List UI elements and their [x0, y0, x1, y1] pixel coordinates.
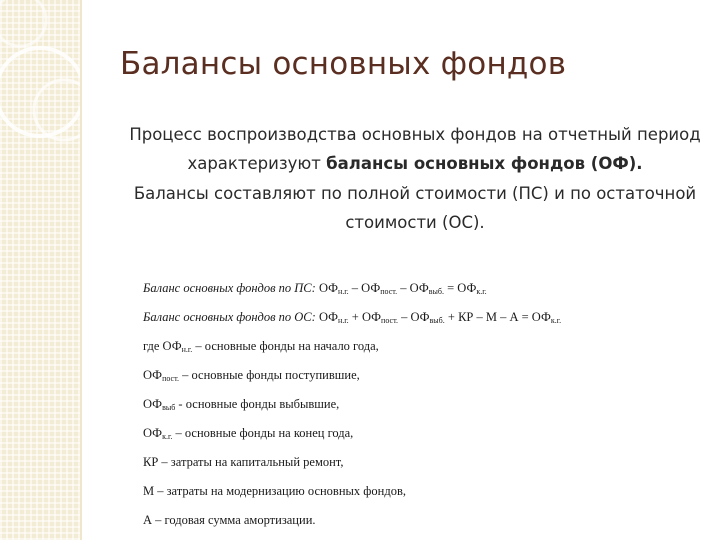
definition-text: – основные фонды на конец года,	[172, 426, 354, 440]
definition-subscript: н.г.	[181, 345, 193, 354]
definition-line	[143, 481, 703, 510]
intro-p1-bold: балансы основных фондов (ОФ).	[326, 154, 643, 173]
formula-subscript: выб.	[428, 287, 444, 296]
decorative-side-band	[0, 0, 80, 540]
intro-paragraph-2: Балансы составляют по полной стоимости (ПС) и по остаточной стоимости (ОС).	[133, 184, 697, 232]
formula-term: – ОФ	[348, 281, 381, 295]
definition-symbol: ОФ	[143, 368, 163, 382]
definition-symbol: ОФ	[143, 426, 163, 440]
formula-term: – ОФ	[397, 310, 430, 324]
formula-term: – ОФ	[397, 281, 429, 295]
formula-subscript: н.г.	[338, 287, 349, 296]
definition-text: - основные фонды выбывшие,	[175, 397, 340, 411]
formula-subscript: выб.	[429, 316, 445, 325]
definition-subscript: выб	[162, 403, 176, 412]
formula-subscript: пост.	[380, 287, 398, 296]
definition-subscript: пост.	[162, 374, 179, 383]
formula-term: ОФ	[315, 281, 338, 295]
formula-subscript: к.г.	[476, 287, 487, 296]
definition-subscript: к.г.	[162, 432, 173, 441]
formula-term: = ОФ	[443, 281, 477, 295]
formula-block	[143, 278, 703, 539]
formula-subscript: к.г.	[550, 316, 562, 325]
definition-line	[143, 423, 703, 452]
definition-line	[143, 394, 703, 423]
definition-symbol: ОФ	[143, 397, 163, 411]
definition-line	[143, 452, 703, 481]
definition-text: А – годовая сумма амортизации.	[143, 513, 316, 527]
formula-subscript: пост.	[381, 316, 398, 325]
formula-subscript: н.г.	[338, 316, 349, 325]
definition-text: – основные фонды на начало года,	[192, 339, 379, 353]
definition-line	[143, 336, 703, 365]
definition-symbol: где ОФ	[143, 339, 182, 353]
definition-text: КР – затраты на капитальный ремонт,	[143, 455, 344, 469]
intro-p1-text: Процесс воспроизводства основных фондов на отчетный период характеризуют	[129, 125, 701, 173]
formula-ps	[143, 278, 703, 307]
definition-text: – основные фонды поступившие,	[179, 368, 360, 382]
definition-text: М – затраты на модернизацию основных фондов,	[143, 484, 406, 498]
formula-os	[143, 307, 703, 336]
formula-ps-label: Баланс основных фондов по ПС:	[143, 281, 316, 295]
formula-term: ОФ	[315, 310, 338, 324]
slide-title: Балансы основных фондов	[120, 46, 567, 82]
circle-ornament-icon	[0, 0, 80, 200]
formula-term: + КР – М – А = ОФ	[444, 310, 551, 324]
side-band-edge	[80, 0, 82, 540]
definition-line	[143, 365, 703, 394]
intro-paragraph-1	[120, 120, 710, 178]
formula-term: + ОФ	[348, 310, 382, 324]
intro-text	[120, 120, 710, 237]
formula-os-label: Баланс основных фондов по ОС:	[143, 310, 316, 324]
definition-line	[143, 510, 703, 539]
